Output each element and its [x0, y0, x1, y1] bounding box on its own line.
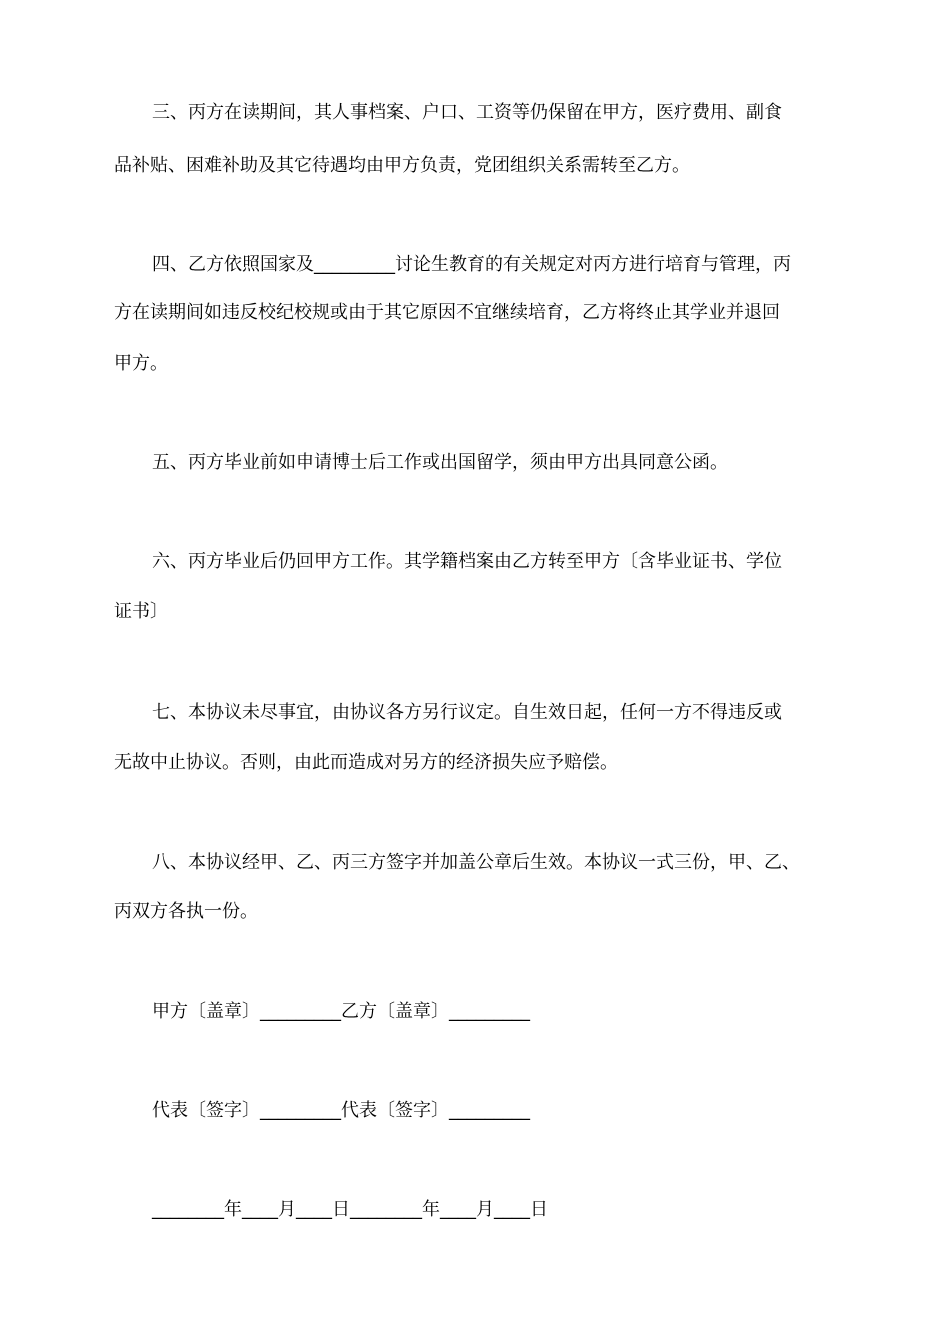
- clause-four-line-1: 四、乙方依照国家及_________讨论生教育的有关规定对丙方进行培育与管理，丙: [152, 254, 791, 275]
- clause-six-line-1: 六、丙方毕业后仍回甲方工作。其学籍档案由乙方转至甲方〔含毕业证书、学位: [152, 551, 782, 572]
- clause-eight-line-2: 丙双方各执一份。: [114, 901, 258, 922]
- date-line: ________年____月____日________年____月____日: [152, 1199, 548, 1220]
- clause-seven-line-1: 七、本协议未尽事宜，由协议各方另行议定。自生效日起，任何一方不得违反或: [152, 702, 782, 723]
- clause-four-line-3: 甲方。: [114, 353, 168, 374]
- seal-line: 甲方〔盖章〕_________乙方〔盖章〕_________: [152, 1001, 530, 1022]
- clause-seven-line-2: 无故中止协议。否则，由此而造成对另方的经济损失应予赔偿。: [114, 752, 618, 773]
- clause-six-line-2: 证书〕: [114, 601, 168, 622]
- clause-three-line-2: 品补贴、困难补助及其它待遇均由甲方负责，党团组织关系需转至乙方。: [114, 155, 690, 176]
- clause-five-line-1: 五、丙方毕业前如申请博士后工作或出国留学，须由甲方出具同意公函。: [152, 452, 728, 473]
- representative-sign-line: 代表〔签字〕_________代表〔签字〕_________: [152, 1100, 530, 1121]
- clause-four-line-2: 方在读期间如违反校纪校规或由于其它原因不宜继续培育，乙方将终止其学业并退回: [114, 302, 780, 323]
- clause-eight-line-1: 八、本协议经甲、乙、丙三方签字并加盖公章后生效。本协议一式三份，甲、乙、: [152, 852, 800, 873]
- clause-three-line-1: 三、丙方在读期间，其人事档案、户口、工资等仍保留在甲方，医疗费用、副食: [152, 102, 782, 123]
